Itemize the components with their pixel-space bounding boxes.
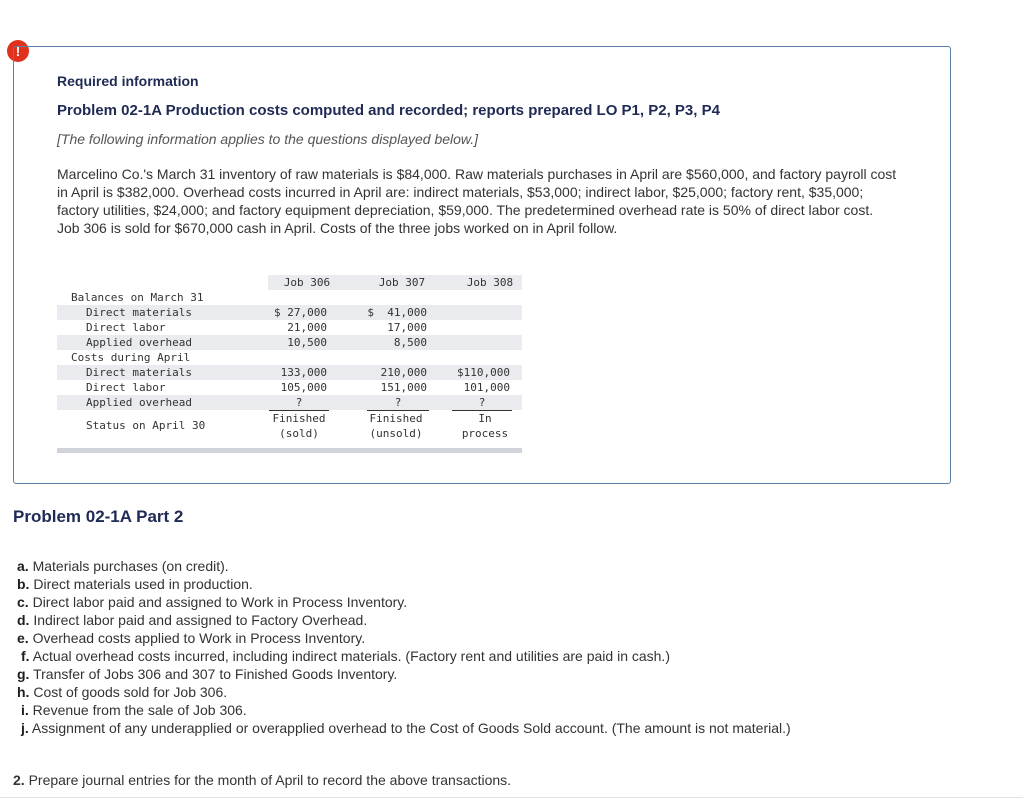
item-letter: h. bbox=[17, 684, 30, 700]
instruction-number: 2. bbox=[13, 772, 25, 788]
list-item bbox=[17, 611, 791, 629]
part-title: Problem 02-1A Part 2 bbox=[13, 507, 184, 526]
job-cost-table bbox=[57, 275, 522, 453]
problem-intro: Marcelino Co.'s March 31 inventory of raw materials is $84,000. Raw materials purchases in April are $560,000, and factory payroll cost in April is $382,000. Overhead costs incurred in April are: indirect materials, $53,000; indirect labor, $25,000; factory rent, $35,000; factory utilities, $24,000; and factory equipment depreciation, $59,000. The predetermined overhead rate is 50% of direct labor cost. Job 306 is sold for $670,000 cash in April. Costs of the three jobs worked on in April follow. bbox=[57, 166, 897, 236]
status-j306-line2: (sold) bbox=[279, 427, 319, 440]
section-balances: Balances on March 31 bbox=[71, 291, 204, 304]
list-item bbox=[17, 665, 791, 683]
required-information-heading: Required information bbox=[57, 73, 199, 89]
cell-j307: 151,000 bbox=[380, 381, 427, 394]
item-letter: f. bbox=[21, 648, 30, 664]
transaction-list bbox=[17, 557, 791, 737]
item-text: Indirect labor paid and assigned to Factory Overhead. bbox=[33, 612, 368, 628]
cell-j307: $ 41,000 bbox=[367, 306, 427, 319]
item-letter: c. bbox=[17, 594, 29, 610]
applies-note: [The following information applies to the questions displayed below.] bbox=[57, 131, 479, 147]
header-job-307: Job 307 bbox=[378, 276, 426, 289]
header-job-306: Job 306 bbox=[283, 276, 331, 289]
row-label: Direct materials bbox=[86, 306, 192, 319]
cell-j306: 10,500 bbox=[287, 336, 327, 349]
item-letter: i. bbox=[21, 702, 29, 718]
item-text: Assignment of any underapplied or overapplied overhead to the Cost of Goods Sold account. (The amount is not material.) bbox=[31, 720, 791, 736]
required-information-box bbox=[13, 46, 951, 484]
cell-j308: 101,000 bbox=[463, 381, 510, 394]
item-letter: g. bbox=[17, 666, 30, 682]
item-text: Materials purchases (on credit). bbox=[32, 558, 229, 574]
list-item bbox=[17, 629, 791, 647]
list-item bbox=[17, 557, 791, 575]
item-letter: e. bbox=[17, 630, 29, 646]
cell-j307: ? bbox=[367, 395, 429, 411]
alert-icon: ! bbox=[7, 40, 29, 62]
item-letter: b. bbox=[17, 576, 30, 592]
section-status: Status on April 30 bbox=[86, 419, 206, 432]
cell-j308: ? bbox=[452, 395, 512, 411]
status-j308-line2: process bbox=[461, 427, 509, 440]
item-text: Direct materials used in production. bbox=[33, 576, 253, 592]
item-text: Direct labor paid and assigned to Work in Process Inventory. bbox=[32, 594, 408, 610]
cell-j307: 17,000 bbox=[387, 321, 427, 334]
bottom-divider bbox=[0, 797, 1023, 798]
status-j308-line1: In bbox=[478, 412, 492, 425]
item-letter: a. bbox=[17, 558, 29, 574]
row-label: Direct labor bbox=[86, 321, 166, 334]
item-text: Cost of goods sold for Job 306. bbox=[33, 684, 228, 700]
cell-j306: $ 27,000 bbox=[274, 306, 327, 319]
prepare-instruction bbox=[13, 772, 511, 788]
row-label: Direct labor bbox=[86, 381, 166, 394]
status-j306-line1: Finished bbox=[272, 412, 326, 425]
list-item bbox=[17, 575, 791, 593]
header-job-308: Job 308 bbox=[466, 276, 514, 289]
cell-j307: 210,000 bbox=[380, 366, 427, 379]
cell-j306: 133,000 bbox=[280, 366, 327, 379]
item-text: Actual overhead costs incurred, including indirect materials. (Factory rent and utilities are paid in cash.) bbox=[32, 648, 670, 664]
item-text: Transfer of Jobs 306 and 307 to Finished Goods Inventory. bbox=[33, 666, 398, 682]
cell-j306: ? bbox=[269, 395, 329, 411]
list-item bbox=[17, 647, 791, 665]
item-letter: j. bbox=[21, 720, 29, 736]
list-item bbox=[17, 719, 791, 737]
row-label: Applied overhead bbox=[86, 336, 192, 349]
problem-title: Problem 02-1A Production costs computed and recorded; reports prepared LO P1, P2, P3, P4 bbox=[57, 102, 720, 119]
cell-j306: 21,000 bbox=[287, 321, 327, 334]
section-costs: Costs during April bbox=[71, 351, 191, 364]
row-label: Direct materials bbox=[86, 366, 192, 379]
status-j307-line1: Finished bbox=[369, 412, 423, 425]
item-text: Revenue from the sale of Job 306. bbox=[32, 702, 247, 718]
status-j307-line2: (unsold) bbox=[369, 427, 423, 440]
list-item bbox=[17, 701, 791, 719]
row-label: Applied overhead bbox=[86, 396, 192, 409]
cell-j306: 105,000 bbox=[280, 381, 327, 394]
table-bottom-band bbox=[57, 448, 522, 453]
list-item bbox=[17, 593, 791, 611]
list-item bbox=[17, 683, 791, 701]
instruction-text: Prepare journal entries for the month of April to record the above transactions. bbox=[28, 772, 512, 788]
cell-j307: 8,500 bbox=[393, 336, 427, 349]
item-text: Overhead costs applied to Work in Process Inventory. bbox=[32, 630, 366, 646]
cell-j308: $110,000 bbox=[457, 366, 510, 379]
item-letter: d. bbox=[17, 612, 30, 628]
